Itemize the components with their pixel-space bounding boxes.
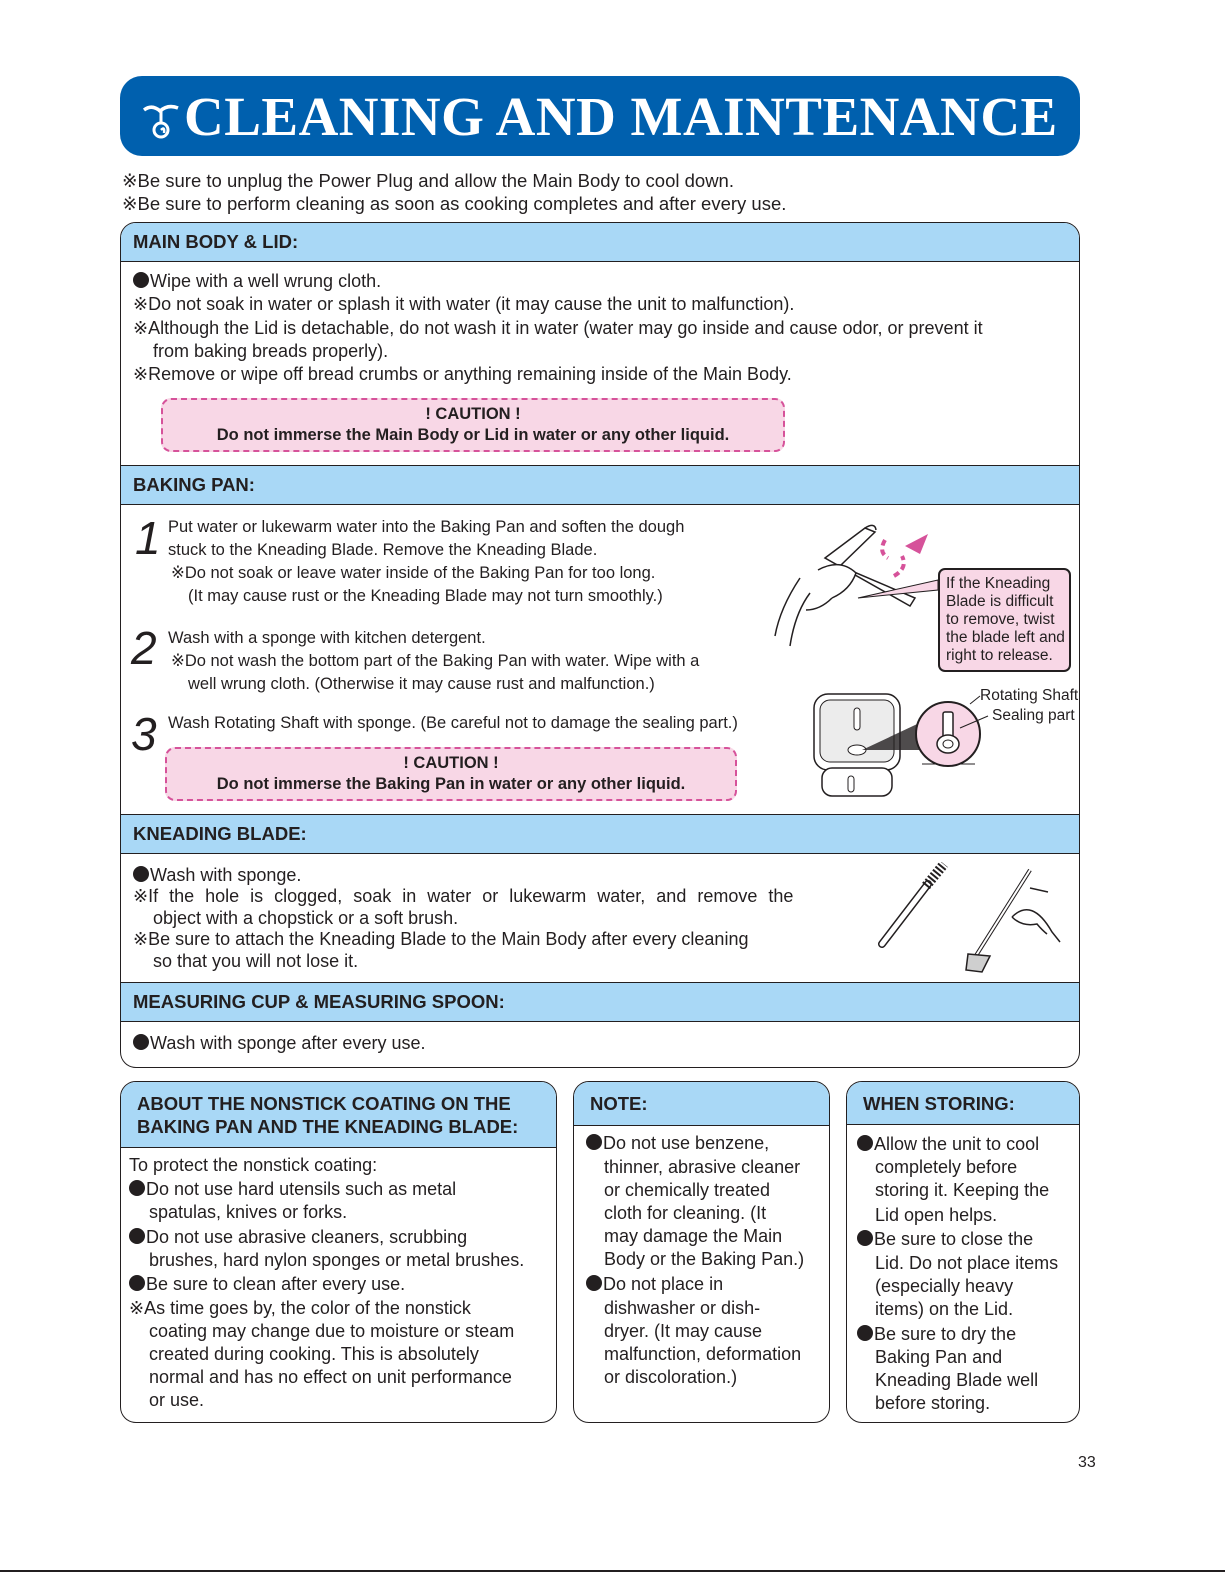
list-item: Baking Pan and <box>875 1347 1003 1367</box>
section-header-measuring: MEASURING CUP & MEASURING SPOON: <box>121 982 1079 1022</box>
list-item: Do not use abrasive cleaners, scrubbing <box>129 1226 467 1249</box>
list-item: before storing. <box>875 1393 991 1413</box>
rotating-shaft-illustration <box>810 688 990 803</box>
nonstick-coating-panel <box>120 1081 557 1423</box>
list-item: brushes, hard nylon sponges or metal brushes. <box>149 1250 525 1270</box>
storing-panel <box>846 1081 1080 1423</box>
step-text: ※Do not wash the bottom part of the Baking Pan with water. Wipe with a <box>171 652 700 670</box>
list-item: Wipe with a well wrung cloth. <box>133 270 381 293</box>
list-item: ※Although the Lid is detachable, do not wash it in water (water may go inside and cause odor, or prevent it <box>133 318 983 338</box>
list-item: cloth for cleaning. (It <box>604 1203 767 1223</box>
label-sealing-part: Sealing part <box>992 707 1075 724</box>
caution-text: Do not immerse the Baking Pan in water or any other liquid. <box>216 775 686 793</box>
list-item: To protect the nonstick coating: <box>129 1155 378 1175</box>
step-text: well wrung cloth. (Otherwise it may cause rust and malfunction.) <box>188 675 655 693</box>
caution-title: ! CAUTION ! <box>403 754 499 772</box>
section-header-note: NOTE: <box>574 1082 829 1126</box>
list-item: dryer. (It may cause <box>604 1321 763 1341</box>
list-item: ※As time goes by, the color of the nonstick <box>129 1298 471 1318</box>
footer-rule <box>0 1570 1225 1572</box>
list-item: Wash with sponge. <box>133 864 301 887</box>
section-header-main-body: MAIN BODY & LID: <box>121 222 1079 262</box>
list-item: normal and has no effect on unit performance <box>149 1367 512 1387</box>
list-item: Do not use benzene, <box>586 1132 769 1155</box>
list-item: coating may change due to moisture or steam <box>149 1321 515 1341</box>
bullet-icon <box>129 1275 145 1291</box>
note-line: ※Be sure to unplug the Power Plug and allow the Main Body to cool down. <box>122 170 734 191</box>
list-item: Body or the Baking Pan.) <box>604 1249 805 1269</box>
list-item: dishwasher or dish- <box>604 1298 761 1318</box>
bullet-icon <box>857 1230 873 1246</box>
caution-box <box>161 398 785 452</box>
blade-removal-illustration <box>770 518 940 650</box>
bullet-icon <box>857 1325 873 1341</box>
caution-text: Do not immerse the Main Body or Lid in water or any other liquid. <box>216 426 730 444</box>
bullet-icon <box>133 866 149 882</box>
list-item: spatulas, knives or forks. <box>149 1202 348 1222</box>
list-item: may damage the Main <box>604 1226 783 1246</box>
step-text: stuck to the Kneading Blade. Remove the Kneading Blade. <box>168 541 598 559</box>
list-item: Do not use hard utensils such as metal <box>129 1178 456 1201</box>
brush-chopstick-illustration <box>872 862 1062 982</box>
caution-title: ! CAUTION ! <box>425 405 521 423</box>
note-panel <box>573 1081 830 1423</box>
list-item: ※If the hole is clogged, soak in water or lukewarm water, and remove the <box>133 886 794 906</box>
note-line: ※Be sure to perform cleaning as soon as cooking completes and after every use. <box>122 193 787 214</box>
bullet-icon <box>857 1135 873 1151</box>
list-item: ※Be sure to attach the Kneading Blade to the Main Body after every cleaning <box>133 929 749 949</box>
list-item: or chemically treated <box>604 1180 771 1200</box>
section-header-kneading-blade: KNEADING BLADE: <box>121 814 1079 854</box>
bullet-icon <box>133 272 149 288</box>
page-number: 33 <box>1078 1454 1096 1471</box>
list-item: from baking breads properly). <box>153 341 389 361</box>
list-item: Lid. Do not place items <box>875 1253 1059 1273</box>
bullet-icon <box>133 1034 149 1050</box>
list-item: Be sure to clean after every use. <box>129 1273 405 1296</box>
list-item: or use. <box>149 1390 205 1410</box>
title-banner <box>120 76 1080 156</box>
list-item: Allow the unit to cool <box>857 1133 1039 1156</box>
bullet-icon <box>586 1134 602 1150</box>
list-item: Kneading Blade well <box>875 1370 1039 1390</box>
section-header-nonstick: ABOUT THE NONSTICK COATING ON THE BAKING PAN AND THE KNEADING BLADE: <box>121 1082 556 1148</box>
step-number: 3 <box>131 708 157 760</box>
step-number: 2 <box>131 622 157 674</box>
list-item: items) on the Lid. <box>875 1299 1014 1319</box>
list-item: (especially heavy <box>875 1276 1014 1296</box>
section-header-baking-pan: BAKING PAN: <box>121 465 1079 505</box>
sprout-icon <box>142 102 180 142</box>
list-item: object with a chopstick or a soft brush. <box>153 908 459 928</box>
list-item: completely before <box>875 1157 1018 1177</box>
bullet-icon <box>586 1275 602 1291</box>
step-text: Wash with a sponge with kitchen detergent. <box>168 629 486 647</box>
page-title: CLEANING AND MAINTENANCE <box>184 85 1058 147</box>
section-header-storing: WHEN STORING: <box>847 1082 1079 1125</box>
list-item: Wash with sponge after every use. <box>133 1032 425 1055</box>
step-text: ※Do not soak or leave water inside of the Baking Pan for too long. <box>171 564 656 582</box>
list-item: malfunction, deformation <box>604 1344 802 1364</box>
list-item: or discoloration.) <box>604 1367 738 1387</box>
bullet-icon <box>129 1180 145 1196</box>
caution-box <box>165 747 737 801</box>
tip-callout: If the Kneading Blade is difficult to remove, twist the blade left and right to release. <box>938 568 1071 672</box>
list-item: Be sure to dry the <box>857 1323 1016 1346</box>
list-item: created during cooking. This is absolutely <box>149 1344 479 1364</box>
list-item: storing it. Keeping the <box>875 1180 1050 1200</box>
list-item: thinner, abrasive cleaner <box>604 1157 801 1177</box>
list-item: Lid open helps. <box>875 1205 998 1225</box>
list-item: ※Do not soak in water or splash it with water (it may cause the unit to malfunction). <box>133 294 795 314</box>
list-item: Be sure to close the <box>857 1228 1033 1251</box>
label-rotating-shaft: Rotating Shaft <box>980 687 1079 704</box>
list-item: so that you will not lose it. <box>153 951 359 971</box>
bullet-icon <box>129 1228 145 1244</box>
step-text: (It may cause rust or the Kneading Blade may not turn smoothly.) <box>188 587 663 605</box>
step-text: Put water or lukewarm water into the Baking Pan and soften the dough <box>168 518 685 536</box>
list-item: Do not place in <box>586 1273 723 1296</box>
step-text: Wash Rotating Shaft with sponge. (Be careful not to damage the sealing part.) <box>168 714 738 732</box>
step-number: 1 <box>135 512 161 564</box>
list-item: ※Remove or wipe off bread crumbs or anything remaining inside of the Main Body. <box>133 364 792 384</box>
